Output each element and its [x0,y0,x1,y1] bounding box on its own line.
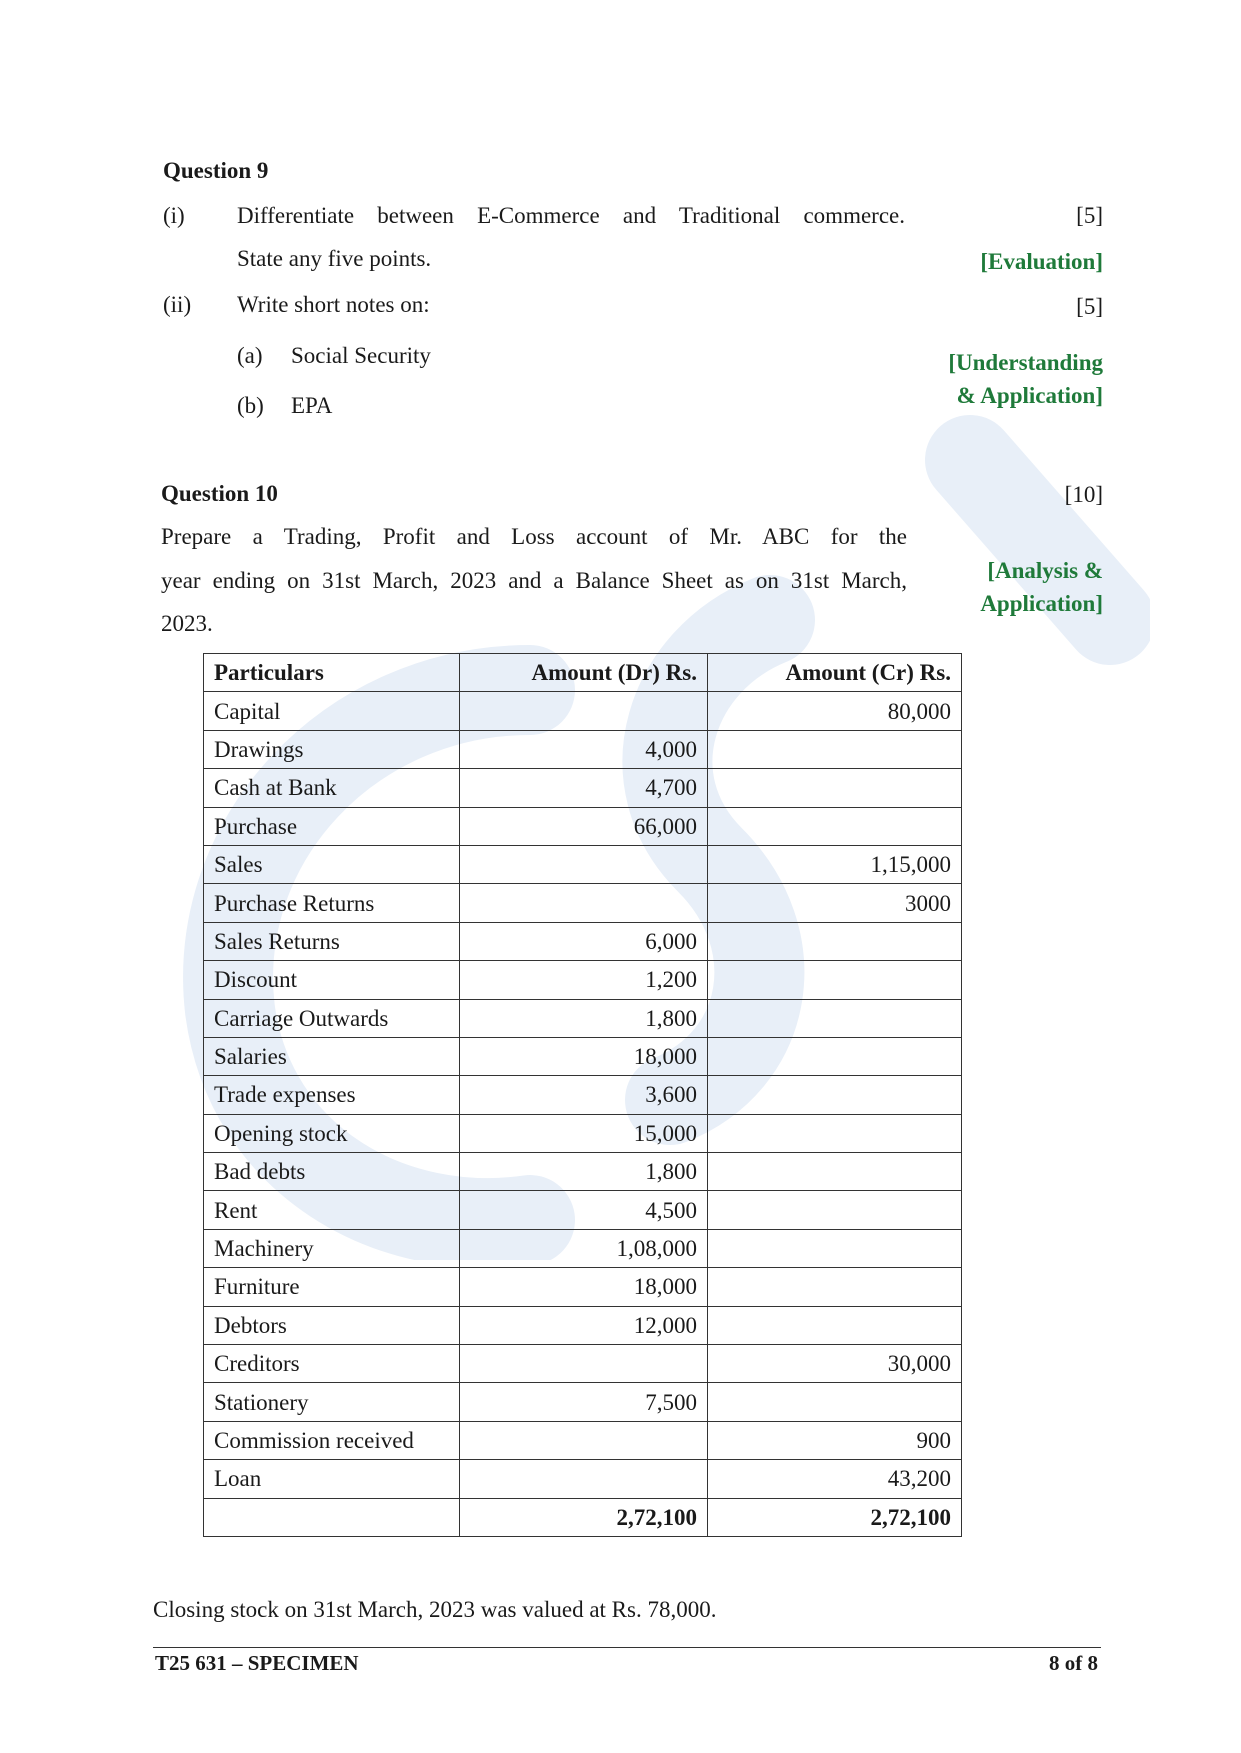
footer-paper-code: T25 631 – SPECIMEN [155,1651,359,1675]
cell-amount-dr: 15,000 [460,1114,708,1152]
table-row [204,845,962,883]
q10-text-line1: Prepare a Trading, Profit and Loss account of Mr. ABC for the [161,524,907,549]
cell-amount-cr [708,769,962,807]
cell-particular: Capital [204,692,460,730]
cell-amount-dr: 66,000 [460,807,708,845]
cell-particular: Sales Returns [204,922,460,960]
question-9-title: Question 9 [163,158,269,183]
cell-particular: Drawings [204,730,460,768]
cell-amount-dr: 4,500 [460,1191,708,1229]
cell-amount-cr [708,1383,962,1421]
footer-divider [153,1647,1101,1648]
header-amount-cr: Amount (Cr) Rs. [708,654,962,692]
cell-amount-dr: 1,800 [460,999,708,1037]
cell-amount-cr [708,1153,962,1191]
q10-skill-tag [900,554,1103,620]
closing-stock-note: Closing stock on 31st March, 2023 was valued at Rs. 78,000. [153,1597,717,1622]
cell-particular: Commission received [204,1421,460,1459]
cell-amount-cr [708,1114,962,1152]
cell-amount-dr: 3,600 [460,1076,708,1114]
cell-amount-dr: 4,700 [460,769,708,807]
table-row [204,730,962,768]
cell-particular: Furniture [204,1268,460,1306]
cell-particular: Carriage Outwards [204,999,460,1037]
cell-particular: Rent [204,1191,460,1229]
cell-particular: Opening stock [204,1114,460,1152]
cell-amount-cr [708,1037,962,1075]
q9-part-ii-marks: [5] [1076,294,1103,319]
cell-amount-cr [708,1306,962,1344]
cell-amount-dr [460,1421,708,1459]
cell-particular: Trade expenses [204,1076,460,1114]
q9-part-ii-skill-tag [880,346,1103,412]
table-row [204,1306,962,1344]
cell-amount-dr: 1,200 [460,961,708,999]
table-row [204,884,962,922]
table-body [204,692,962,1537]
table-row [204,1153,962,1191]
cell-amount-dr [460,1345,708,1383]
cell-amount-cr: 80,000 [708,692,962,730]
footer-page-number: 8 of 8 [1049,1651,1098,1675]
cell-particular: Stationery [204,1383,460,1421]
cell-amount-cr: 1,15,000 [708,845,962,883]
cell-particular: Sales [204,845,460,883]
cell-particular: Loan [204,1460,460,1498]
q9-subpart-b-text: EPA [291,393,333,418]
table-header-row [204,654,962,692]
table-row [204,1268,962,1306]
q9-part-i-number: (i) [163,203,185,228]
cell-particular: Cash at Bank [204,769,460,807]
table-row [204,1460,962,1498]
cell-particular: Purchase [204,807,460,845]
cell-particular: Creditors [204,1345,460,1383]
cell-amount-dr: 12,000 [460,1306,708,1344]
cell-amount-cr: 3000 [708,884,962,922]
q9-part-ii-skill-tag-line2: & Application] [956,383,1103,408]
cell-amount-dr: 7,500 [460,1383,708,1421]
q9-subpart-b-number: (b) [237,393,264,418]
table-row [204,769,962,807]
table-row [204,1345,962,1383]
total-particular [204,1498,460,1536]
q10-marks: [10] [1064,482,1103,507]
q9-subpart-a-text: Social Security [291,343,431,368]
table-row [204,1076,962,1114]
cell-amount-cr: 30,000 [708,1345,962,1383]
table-row [204,922,962,960]
q9-part-ii-skill-tag-line1: [Understanding [948,350,1103,375]
cell-amount-dr [460,845,708,883]
q9-part-i-text-line1: Differentiate between E-Commerce and Traditional commerce. [237,203,905,228]
q9-part-ii-text: Write short notes on: [237,292,430,317]
cell-particular: Machinery [204,1229,460,1267]
cell-particular: Salaries [204,1037,460,1075]
cell-amount-cr [708,1191,962,1229]
cell-amount-dr: 18,000 [460,1037,708,1075]
table-row [204,1037,962,1075]
q10-text-line3: 2023. [161,611,213,636]
cell-amount-cr [708,807,962,845]
cell-particular: Debtors [204,1306,460,1344]
table-row [204,1114,962,1152]
cell-amount-cr [708,730,962,768]
question-10-title: Question 10 [161,481,278,506]
q10-skill-tag-line1: [Analysis & [987,558,1103,583]
table-row [204,807,962,845]
q9-part-ii-number: (ii) [163,292,192,317]
table-total-row [204,1498,962,1536]
cell-particular: Discount [204,961,460,999]
cell-particular: Purchase Returns [204,884,460,922]
q9-part-i-skill-tag: [Evaluation] [980,249,1103,274]
cell-amount-cr: 43,200 [708,1460,962,1498]
table-row [204,961,962,999]
table-row [204,1421,962,1459]
cell-amount-cr [708,1268,962,1306]
total-amount-dr: 2,72,100 [460,1498,708,1536]
cell-amount-dr: 6,000 [460,922,708,960]
cell-amount-cr [708,961,962,999]
cell-amount-dr [460,692,708,730]
q10-skill-tag-line2: Application] [980,591,1103,616]
cell-amount-dr: 1,800 [460,1153,708,1191]
cell-amount-dr: 4,000 [460,730,708,768]
table-row [204,692,962,730]
cell-amount-dr: 1,08,000 [460,1229,708,1267]
table-row [204,1383,962,1421]
table-row [204,999,962,1037]
q9-part-i-marks: [5] [1076,203,1103,228]
table-row [204,1229,962,1267]
cell-amount-cr [708,1229,962,1267]
trial-balance-table [203,653,962,1537]
total-amount-cr: 2,72,100 [708,1498,962,1536]
header-amount-dr: Amount (Dr) Rs. [460,654,708,692]
cell-amount-dr: 18,000 [460,1268,708,1306]
cell-amount-cr [708,1076,962,1114]
q10-text-line2: year ending on 31st March, 2023 and a Balance Sheet as on 31st March, [161,568,907,593]
cell-amount-cr [708,922,962,960]
cell-amount-cr: 900 [708,1421,962,1459]
header-particulars: Particulars [204,654,460,692]
q9-part-i-text-line2: State any five points. [237,246,432,271]
cell-amount-cr [708,999,962,1037]
table-row [204,1191,962,1229]
q9-subpart-a-number: (a) [237,343,263,368]
cell-amount-dr [460,884,708,922]
cell-particular: Bad debts [204,1153,460,1191]
cell-amount-dr [460,1460,708,1498]
